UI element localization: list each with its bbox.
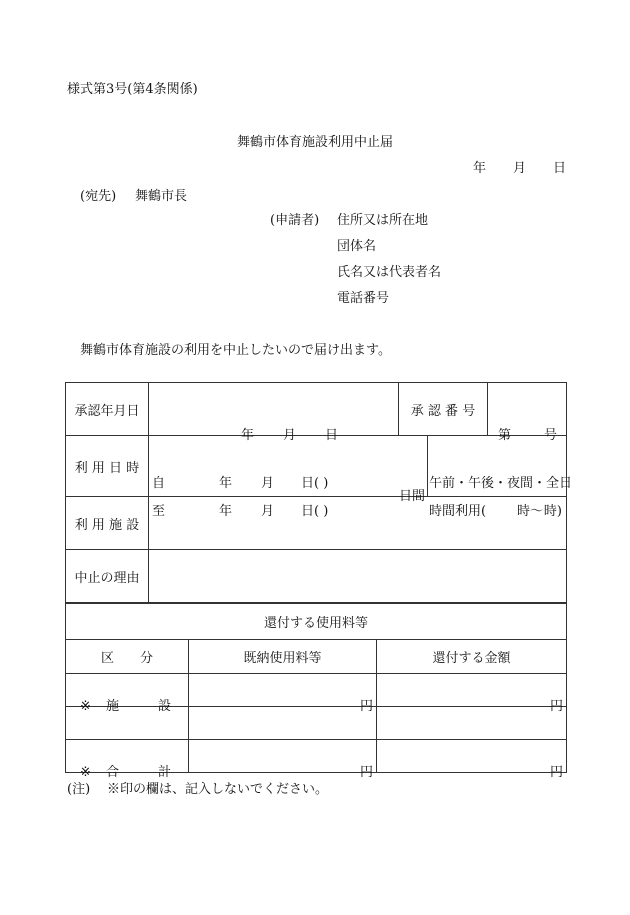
reason-label: 中止の理由: [66, 550, 149, 603]
usage-from-label: 自: [152, 476, 166, 491]
refund-row-blank-paid[interactable]: [189, 707, 377, 740]
page-title: 舞鶴市体育施設利用中止届: [236, 135, 393, 150]
refund-row-total-paid-unit: 円: [359, 765, 373, 780]
approval-date-label: 承認年月日: [66, 383, 149, 436]
refund-row-blank-amount[interactable]: [377, 707, 567, 740]
note-label: (注): [67, 782, 91, 797]
refund-table: [65, 603, 567, 780]
application-table: [65, 382, 573, 603]
refund-row-total-label: [66, 740, 189, 780]
applicant-group-label: 団体名: [337, 239, 377, 254]
approval-month: 月: [283, 428, 297, 443]
refund-row-total-paid[interactable]: [189, 740, 377, 780]
refund-row-total-amount-unit: 円: [550, 765, 564, 780]
note-text: ※印の欄は、記入しないでください。: [107, 782, 329, 797]
usage-to-year: 年: [219, 504, 233, 519]
refund-row-total-amount[interactable]: [377, 740, 567, 780]
approval-number-suffix: 号: [543, 428, 557, 443]
refund-row-facility-label: [66, 674, 189, 714]
usage-time-from: 時〜: [517, 504, 544, 519]
refund-row-facility-amount[interactable]: [377, 674, 567, 714]
refund-header-category: 区 分: [66, 640, 189, 674]
date-month-label: 月: [513, 161, 527, 176]
refund-title: 還付する使用料等: [66, 604, 567, 640]
form-number: 様式第3号(第4条関係): [67, 82, 198, 97]
approval-day: 日: [325, 428, 339, 443]
refund-row-total-name: 合 計: [106, 765, 172, 780]
usage-datetime-label: 利 用 日 時: [66, 436, 149, 497]
applicant-phone-label: 電話番号: [337, 291, 390, 306]
usage-from-day: 日( ): [301, 476, 329, 491]
date-year-label: 年: [473, 161, 487, 176]
addressee-label: (宛先): [80, 189, 117, 204]
date-day-label: 日: [553, 161, 567, 176]
usage-days-label: 日間: [398, 489, 425, 504]
reason-field[interactable]: [149, 550, 567, 603]
usage-time-field[interactable]: [428, 436, 573, 519]
approval-number-prefix: 第: [498, 428, 512, 443]
usage-from-month: 月: [261, 476, 275, 491]
approval-date-field[interactable]: [149, 383, 399, 443]
usage-time-use-label: 時間利用(: [429, 504, 487, 519]
refund-row-facility-paid-unit: 円: [359, 699, 373, 714]
usage-to-day: 日( ): [301, 504, 329, 519]
approval-year: 年: [241, 428, 255, 443]
applicant-address-label: 住所又は所在地: [337, 213, 429, 228]
usage-period-options: 午前・午後・夜間・全日: [429, 476, 573, 491]
statement: 舞鶴市体育施設の利用を中止したいので届け出ます。: [80, 343, 391, 358]
applicant-name-label: 氏名又は代表者名: [337, 265, 442, 280]
refund-row-total-mark: ※: [80, 765, 91, 780]
approval-number-label: 承 認 番 号: [399, 383, 488, 436]
approval-number-field[interactable]: [488, 383, 567, 443]
usage-dates-field[interactable]: [149, 436, 428, 519]
facility-label: 利 用 施 設: [66, 497, 149, 550]
refund-row-facility-paid[interactable]: [189, 674, 377, 714]
usage-to-month: 月: [261, 504, 275, 519]
refund-header-paid: 既納使用料等: [189, 640, 377, 674]
refund-row-facility-mark: ※: [80, 699, 91, 714]
refund-row-facility-name: 施 設: [106, 699, 172, 714]
usage-to-label: 至: [152, 504, 166, 519]
usage-time-to: 時): [543, 504, 562, 519]
applicant-label: (申請者): [270, 213, 320, 228]
usage-from-year: 年: [219, 476, 233, 491]
facility-field[interactable]: [149, 497, 567, 550]
refund-row-facility-amount-unit: 円: [550, 699, 564, 714]
refund-header-amount: 還付する金額: [377, 640, 567, 674]
addressee-name: 舞鶴市長: [135, 189, 188, 204]
